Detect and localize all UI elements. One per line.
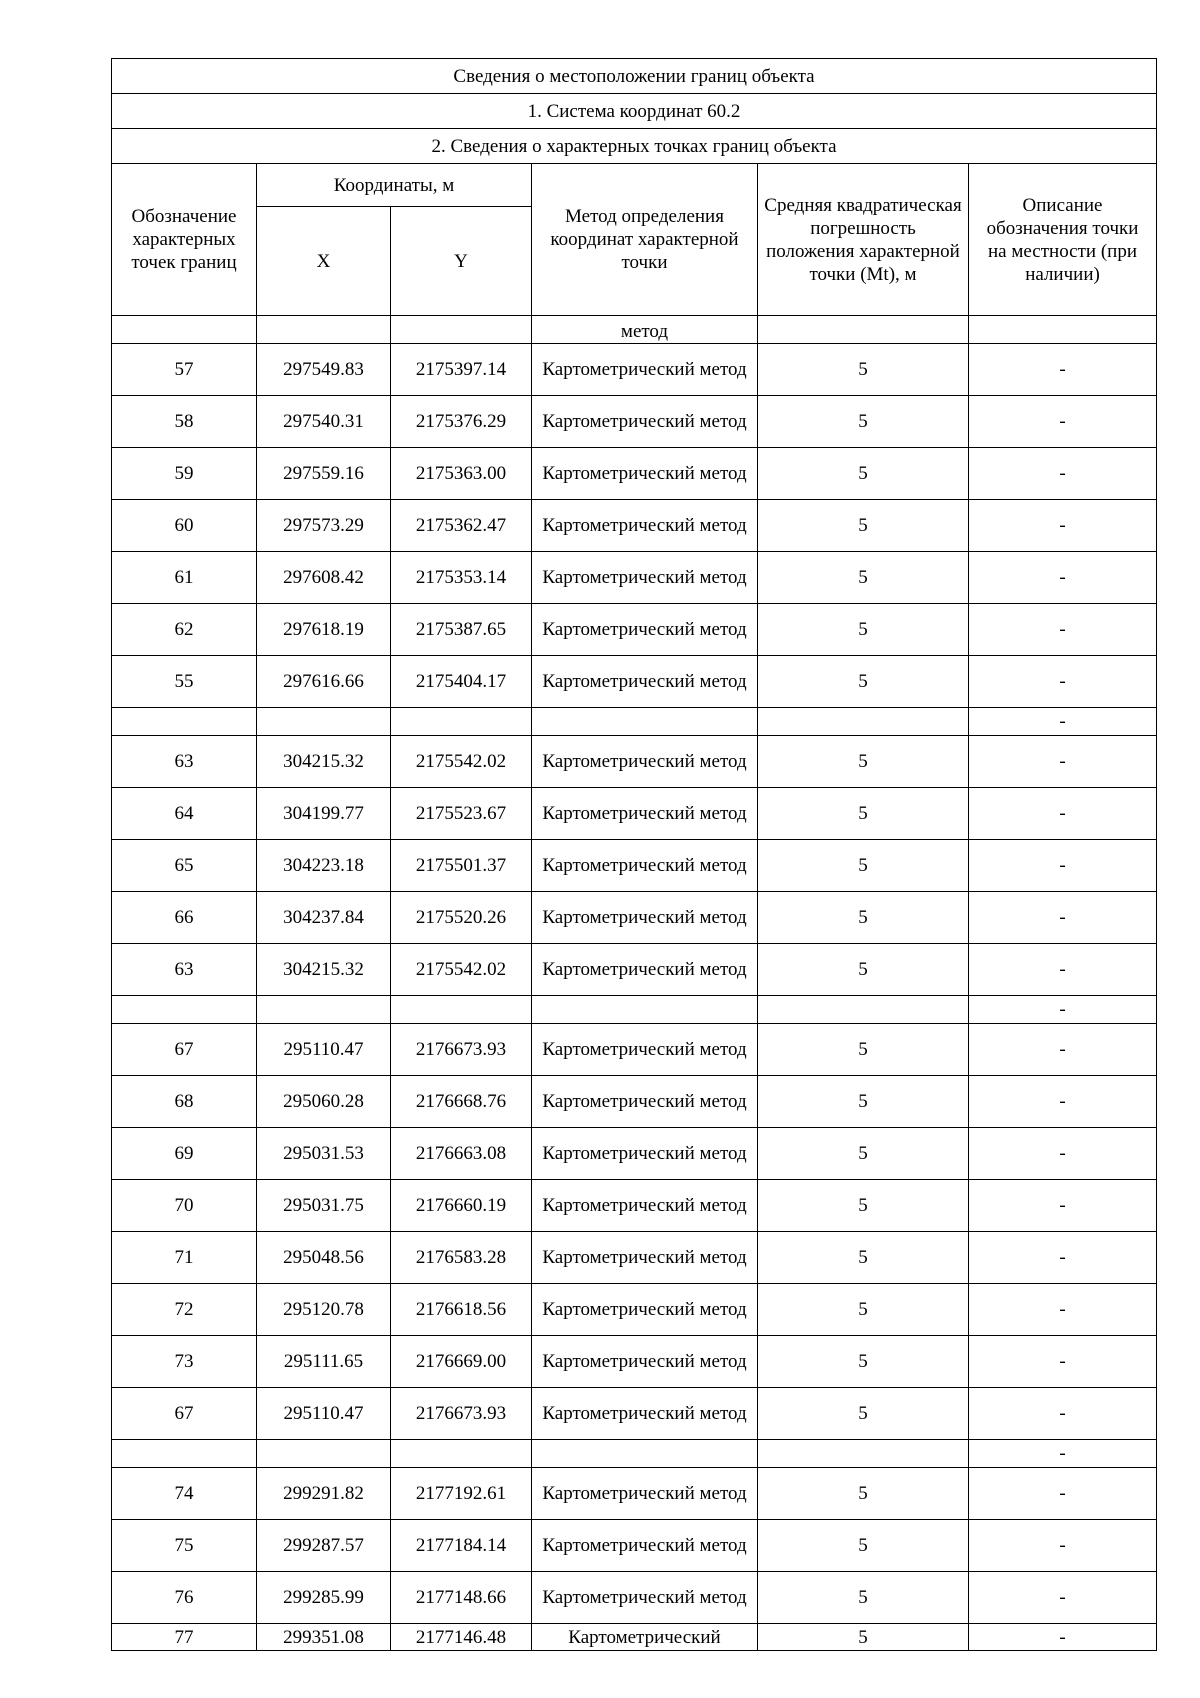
header-y: Y [391,207,532,316]
cell-x: 297618.19 [257,604,391,656]
cell-method: Картометрический метод [532,344,758,396]
cell-error: 5 [758,1388,969,1440]
cell-method: Картометрический [532,1624,758,1651]
cell-y: 2176618.56 [391,1284,532,1336]
cell-method: Картометрический метод [532,840,758,892]
cell-x: 304199.77 [257,788,391,840]
cell-method: Картометрический метод [532,1468,758,1520]
cell-point: 70 [112,1180,257,1232]
cell-y: 2177184.14 [391,1520,532,1572]
cell-point: 62 [112,604,257,656]
cell-y: 2175542.02 [391,944,532,996]
cell-y: 2176583.28 [391,1232,532,1284]
cell-error [758,316,969,344]
cell-description: - [969,1128,1157,1180]
header-row-1 [112,164,1157,207]
table-row [112,1440,1157,1468]
cell-description: - [969,996,1157,1024]
cell-error: 5 [758,1520,969,1572]
table-row [112,1180,1157,1232]
cell-x: 297616.66 [257,656,391,708]
cell-x: 297549.83 [257,344,391,396]
header-coordinates: Координаты, м [257,164,532,207]
cell-error: 5 [758,604,969,656]
table-row [112,1024,1157,1076]
cell-method: Картометрический метод [532,1572,758,1624]
table-title: Сведения о местоположении границ объекта [112,59,1157,94]
cell-y: 2175542.02 [391,736,532,788]
cell-error: 5 [758,552,969,604]
cell-point [112,1440,257,1468]
cell-y: 2176668.76 [391,1076,532,1128]
cell-method: Картометрический метод [532,656,758,708]
cell-method: Картометрический метод [532,1520,758,1572]
cell-error [758,996,969,1024]
cell-error [758,708,969,736]
cell-y: 2175520.26 [391,892,532,944]
cell-x: 304223.18 [257,840,391,892]
cell-x: 304215.32 [257,944,391,996]
cell-point: 71 [112,1232,257,1284]
cell-y: 2176663.08 [391,1128,532,1180]
cell-point [112,708,257,736]
table-row [112,996,1157,1024]
table-row [112,736,1157,788]
cell-point: 68 [112,1076,257,1128]
table-row [112,788,1157,840]
cell-y [391,708,532,736]
cell-description: - [969,944,1157,996]
cell-description: - [969,1232,1157,1284]
cell-y: 2175363.00 [391,448,532,500]
cell-method: Картометрический метод [532,788,758,840]
cell-point: 61 [112,552,257,604]
cell-x: 295031.75 [257,1180,391,1232]
cell-error: 5 [758,944,969,996]
cell-y: 2176660.19 [391,1180,532,1232]
cell-method: Картометрический метод [532,604,758,656]
cell-method: Картометрический метод [532,1076,758,1128]
cell-method: Картометрический метод [532,500,758,552]
cell-y: 2176673.93 [391,1388,532,1440]
title-row [112,59,1157,94]
cell-description: - [969,396,1157,448]
cell-description: - [969,448,1157,500]
cell-point: 65 [112,840,257,892]
cell-description: - [969,1284,1157,1336]
cell-x: 295048.56 [257,1232,391,1284]
cell-y: 2176669.00 [391,1336,532,1388]
section-title: 2. Сведения о характерных точках границ объекта [112,129,1157,164]
cell-y: 2175387.65 [391,604,532,656]
cell-description: - [969,656,1157,708]
cell-error: 5 [758,892,969,944]
cell-error: 5 [758,500,969,552]
cell-error: 5 [758,840,969,892]
boundary-points-table [111,58,1157,1651]
cell-y: 2177146.48 [391,1624,532,1651]
cell-method: Картометрический метод [532,1180,758,1232]
cell-y: 2177192.61 [391,1468,532,1520]
cell-y [391,316,532,344]
cell-x [257,316,391,344]
cell-description: - [969,1572,1157,1624]
table-row [112,1624,1157,1651]
cell-point: 63 [112,944,257,996]
cell-description: - [969,1388,1157,1440]
table-row [112,316,1157,344]
cell-point: 73 [112,1336,257,1388]
cell-point: 74 [112,1468,257,1520]
cell-method: Картометрический метод [532,448,758,500]
cell-method [532,1440,758,1468]
cell-x: 297540.31 [257,396,391,448]
cell-point: 63 [112,736,257,788]
cell-x: 304215.32 [257,736,391,788]
cell-method: Картометрический метод [532,1388,758,1440]
cell-error: 5 [758,1336,969,1388]
table-row [112,1232,1157,1284]
cell-y: 2175404.17 [391,656,532,708]
cell-method: Картометрический метод [532,736,758,788]
cell-description: - [969,1624,1157,1651]
cell-y [391,1440,532,1468]
cell-description: - [969,1468,1157,1520]
cell-y: 2175376.29 [391,396,532,448]
cell-description: - [969,552,1157,604]
cell-point: 72 [112,1284,257,1336]
cell-error: 5 [758,1024,969,1076]
coordinate-system: 1. Система координат 60.2 [112,94,1157,129]
header-x: X [257,207,391,316]
cell-error: 5 [758,1076,969,1128]
cell-error: 5 [758,1128,969,1180]
cell-x: 295031.53 [257,1128,391,1180]
cell-point [112,996,257,1024]
cell-x: 297559.16 [257,448,391,500]
table-row [112,656,1157,708]
cell-point: 69 [112,1128,257,1180]
cell-method: Картометрический метод [532,1336,758,1388]
cell-point: 75 [112,1520,257,1572]
cell-error: 5 [758,1572,969,1624]
cell-method: Картометрический метод [532,1232,758,1284]
cell-point: 59 [112,448,257,500]
cell-x: 295111.65 [257,1336,391,1388]
table-row [112,1520,1157,1572]
cell-y: 2175362.47 [391,500,532,552]
cell-description: - [969,500,1157,552]
cell-x: 297608.42 [257,552,391,604]
cell-error: 5 [758,1180,969,1232]
cell-description: - [969,1336,1157,1388]
table-row [112,1572,1157,1624]
cell-x [257,996,391,1024]
cell-point: 57 [112,344,257,396]
section-row [112,129,1157,164]
table-row [112,500,1157,552]
cell-description: - [969,840,1157,892]
header-method: Метод определения координат характерной точки [532,164,758,316]
table-row [112,552,1157,604]
cell-point: 76 [112,1572,257,1624]
cell-method: Картометрический метод [532,1024,758,1076]
cell-point: 64 [112,788,257,840]
cell-method: Картометрический метод [532,1284,758,1336]
cell-error: 5 [758,1468,969,1520]
table-row [112,396,1157,448]
cell-description: - [969,1520,1157,1572]
table-row [112,1468,1157,1520]
header-description: Описание обозначения точки на местности (при наличии) [969,164,1157,316]
cell-description: - [969,1024,1157,1076]
cell-method [532,996,758,1024]
cell-method: Картометрический метод [532,552,758,604]
cell-description: - [969,604,1157,656]
cell-point: 67 [112,1388,257,1440]
cell-y: 2177148.66 [391,1572,532,1624]
header-point: Обозначение характерных точек границ [112,164,257,316]
cell-method: Картометрический метод [532,944,758,996]
cell-method: Картометрический метод [532,396,758,448]
cell-error: 5 [758,1232,969,1284]
table-row [112,1284,1157,1336]
cell-error: 5 [758,1284,969,1336]
cell-point [112,316,257,344]
cell-description: - [969,788,1157,840]
table-row [112,604,1157,656]
table-row [112,1128,1157,1180]
cell-error: 5 [758,788,969,840]
cell-method: Картометрический метод [532,1128,758,1180]
cell-error: 5 [758,736,969,788]
cell-point: 66 [112,892,257,944]
cell-x [257,708,391,736]
cell-description: - [969,892,1157,944]
cell-y: 2176673.93 [391,1024,532,1076]
cell-description: - [969,708,1157,736]
cell-x: 299351.08 [257,1624,391,1651]
cell-description: - [969,1180,1157,1232]
cell-error: 5 [758,396,969,448]
cell-method: Картометрический метод [532,892,758,944]
cell-description: - [969,344,1157,396]
cell-error: 5 [758,344,969,396]
cell-x: 299285.99 [257,1572,391,1624]
table-row [112,840,1157,892]
cell-error: 5 [758,1624,969,1651]
cell-x: 297573.29 [257,500,391,552]
table-row [112,1336,1157,1388]
cell-method: метод [532,316,758,344]
cell-x: 295120.78 [257,1284,391,1336]
cell-x: 295110.47 [257,1388,391,1440]
cell-y: 2175353.14 [391,552,532,604]
table-row [112,1388,1157,1440]
cell-point: 58 [112,396,257,448]
cell-y: 2175523.67 [391,788,532,840]
cell-method [532,708,758,736]
cell-point: 55 [112,656,257,708]
cell-error: 5 [758,656,969,708]
table-row [112,708,1157,736]
cell-point: 60 [112,500,257,552]
cell-point: 67 [112,1024,257,1076]
header-error: Средняя квадратическая погрешность положения характерной точки (Mt), м [758,164,969,316]
table-row [112,1076,1157,1128]
table-row [112,448,1157,500]
cell-x: 304237.84 [257,892,391,944]
cell-description: - [969,1440,1157,1468]
cell-x: 299287.57 [257,1520,391,1572]
cell-y: 2175501.37 [391,840,532,892]
cell-x [257,1440,391,1468]
cell-description: - [969,736,1157,788]
cell-y [391,996,532,1024]
cell-point: 77 [112,1624,257,1651]
coordinate-system-row [112,94,1157,129]
cell-description [969,316,1157,344]
table-row [112,892,1157,944]
cell-x: 295110.47 [257,1024,391,1076]
cell-x: 295060.28 [257,1076,391,1128]
cell-y: 2175397.14 [391,344,532,396]
cell-x: 299291.82 [257,1468,391,1520]
cell-description: - [969,1076,1157,1128]
table-row [112,944,1157,996]
cell-error [758,1440,969,1468]
cell-error: 5 [758,448,969,500]
table-row [112,344,1157,396]
